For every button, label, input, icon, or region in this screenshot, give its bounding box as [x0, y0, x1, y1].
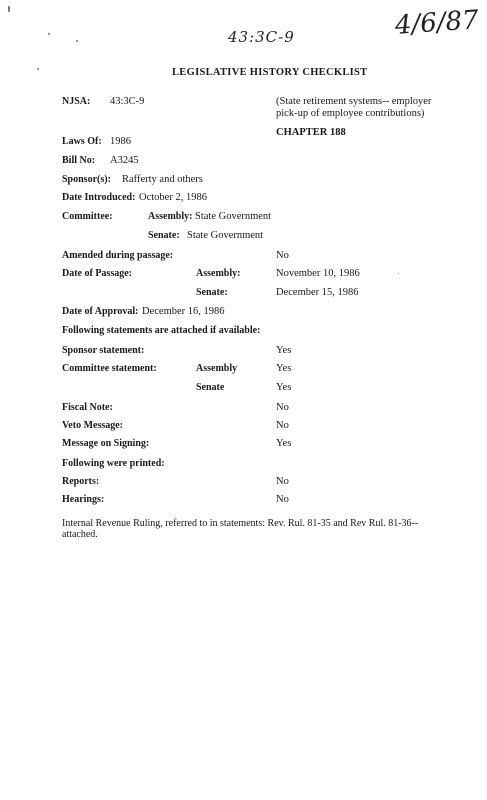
sponsors-label: Sponsor(s):	[62, 174, 111, 185]
sponsors-value: Rafferty and others	[122, 174, 203, 185]
amended-label: Amended during passage:	[62, 250, 174, 261]
committee-label: Committee:	[62, 211, 113, 222]
veto-message-label: Veto Message:	[62, 420, 124, 431]
passage-senate-value: December 15, 1986	[276, 287, 359, 298]
committee-assembly-value: State Government	[195, 211, 272, 222]
fiscal-note-value: No	[276, 402, 289, 413]
committee-senate-value: State Government	[187, 230, 264, 241]
statement-senate-label: Senate	[196, 382, 225, 393]
njsa-value: 43:3C-9	[110, 96, 145, 107]
amended-value: No	[276, 250, 289, 261]
statement-senate-value: Yes	[276, 382, 292, 393]
date-of-approval-value: December 16, 1986	[142, 306, 225, 317]
page-title: LEGISLATIVE HISTORY CHECKLIST	[172, 67, 368, 78]
passage-senate-label: Senate:	[196, 287, 228, 298]
fiscal-note-label: Fiscal Note:	[62, 402, 113, 413]
attached-heading: Following statements are attached if available:	[62, 325, 261, 336]
reports-value: No	[276, 476, 289, 487]
date-of-passage-label: Date of Passage:	[62, 268, 132, 279]
scan-speck	[8, 6, 10, 12]
scan-speck	[37, 68, 39, 70]
committee-statement-label: Committee statement:	[62, 363, 157, 374]
passage-assembly-value: November 10, 1986	[276, 268, 360, 279]
sponsor-statement-label: Sponsor statement:	[62, 345, 145, 356]
bill-no-value: A3245	[110, 155, 139, 166]
committee-senate-label: Senate:	[148, 230, 180, 241]
chapter-label: CHAPTER 188	[276, 127, 346, 138]
scan-speck	[398, 273, 399, 274]
passage-assembly-label: Assembly:	[196, 268, 241, 279]
message-on-signing-value: Yes	[276, 438, 292, 449]
printed-heading: Following were printed:	[62, 458, 165, 469]
handwritten-date: 4/6/87	[394, 5, 480, 41]
hearings-label: Hearings:	[62, 494, 105, 505]
scan-speck	[76, 40, 78, 42]
hearings-value: No	[276, 494, 289, 505]
message-on-signing-label: Message on Signing:	[62, 438, 150, 449]
bill-description: (State retirement systems-- employer pick-up of employee contributions)	[276, 96, 432, 119]
laws-of-value: 1986	[110, 136, 131, 147]
reports-label: Reports:	[62, 476, 100, 487]
footer-note-continued: attached.	[62, 529, 98, 540]
statement-assembly-value: Yes	[276, 363, 292, 374]
handwritten-statute-number: 43:3C-9	[228, 28, 295, 46]
bill-no-label: Bill No:	[62, 155, 96, 166]
veto-message-value: No	[276, 420, 289, 431]
statement-assembly-label: Assembly	[196, 363, 238, 374]
sponsor-statement-value: Yes	[276, 345, 292, 356]
footer-note: Internal Revenue Ruling, referred to in statements: Rev. Rul. 81-35 and Rev Rul. 81-36--	[62, 518, 419, 529]
scan-speck	[48, 33, 50, 35]
committee-assembly-label: Assembly:	[148, 211, 193, 222]
laws-of-label: Laws Of:	[62, 136, 102, 147]
date-introduced-label: Date Introduced:	[62, 192, 136, 203]
date-of-approval-label: Date of Approval:	[62, 306, 139, 317]
date-introduced-value: October 2, 1986	[139, 192, 207, 203]
njsa-label: NJSA:	[62, 96, 91, 107]
